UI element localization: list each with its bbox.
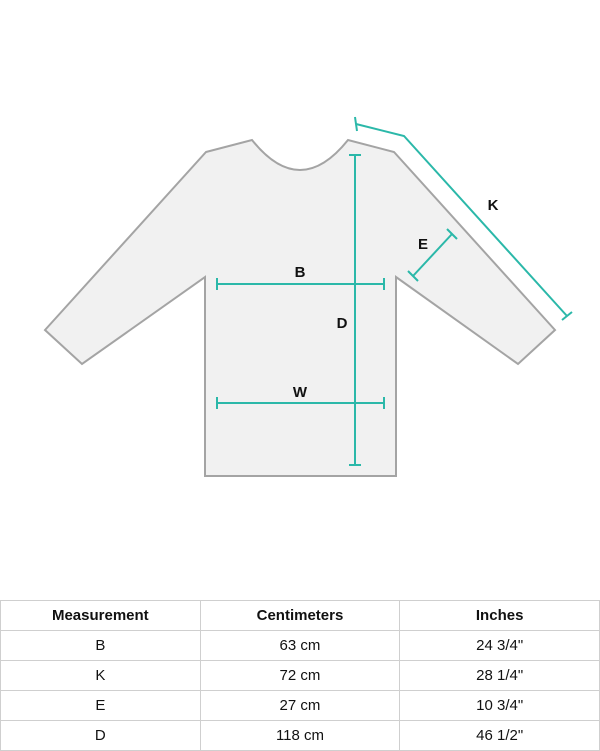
label-w: W xyxy=(292,384,308,401)
cell-inches: 46 1/2" xyxy=(400,721,600,751)
table-header-row xyxy=(1,601,600,631)
cell-centimeters: 63 cm xyxy=(200,631,400,661)
table-row xyxy=(1,631,600,661)
cell-inches: 28 1/4" xyxy=(400,661,600,691)
label-k: K xyxy=(487,197,499,214)
cell-measurement: B xyxy=(1,631,201,661)
cell-centimeters: 72 cm xyxy=(200,661,400,691)
header-centimeters: Centimeters xyxy=(200,601,400,631)
table-row xyxy=(1,661,600,691)
table-row xyxy=(1,721,600,751)
label-d: D xyxy=(336,315,348,332)
cell-centimeters: 118 cm xyxy=(200,721,400,751)
cell-measurement: D xyxy=(1,721,201,751)
sweater-outline xyxy=(45,140,555,476)
cell-centimeters: 27 cm xyxy=(200,691,400,721)
cell-measurement: K xyxy=(1,661,201,691)
cell-measurement: E xyxy=(1,691,201,721)
header-inches: Inches xyxy=(400,601,600,631)
label-b: B xyxy=(294,264,306,281)
table-row xyxy=(1,691,600,721)
cell-inches: 10 3/4" xyxy=(400,691,600,721)
cell-inches: 24 3/4" xyxy=(400,631,600,661)
size-table xyxy=(0,600,600,751)
label-e: E xyxy=(417,236,429,253)
header-measurement: Measurement xyxy=(1,601,201,631)
